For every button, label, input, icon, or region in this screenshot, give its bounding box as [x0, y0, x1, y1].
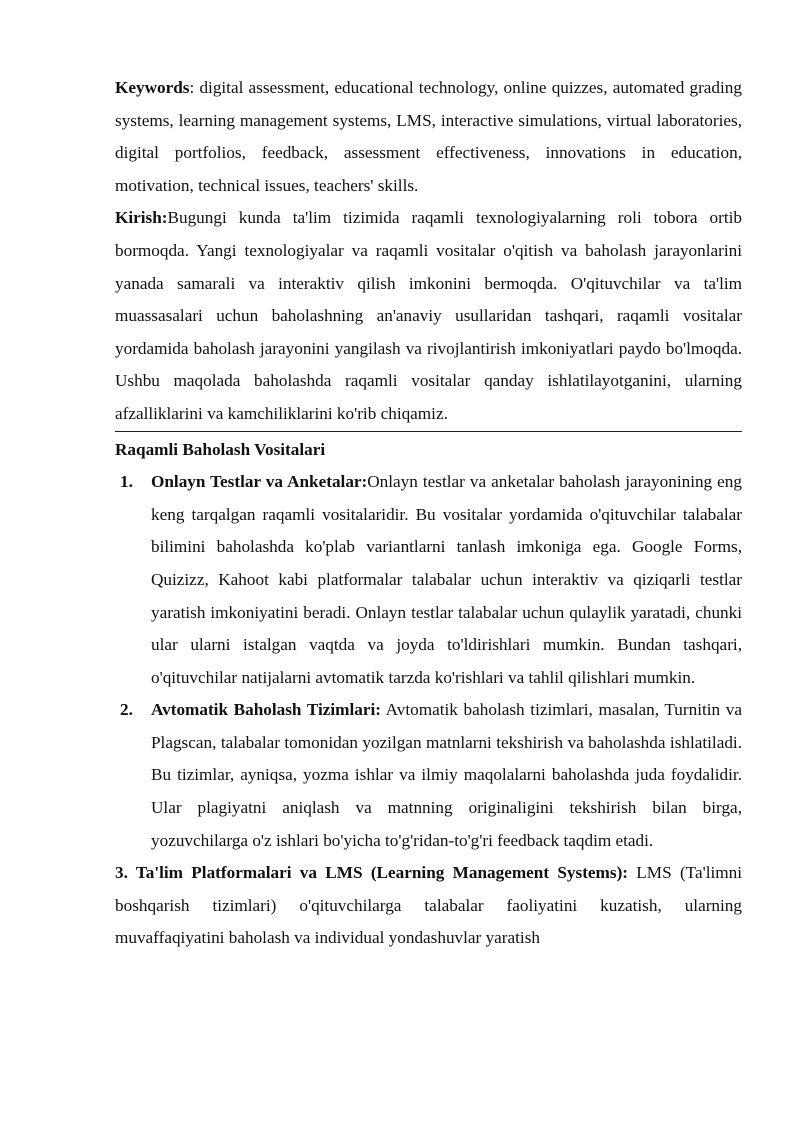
list-number-2: 2. — [120, 700, 133, 720]
list-item-2-title: Avtomatik Baholash Tizimlari: — [151, 700, 381, 720]
list-item-3-text: LMS (Ta'limni boshqarish tizimlari) o'qituvchilarga talabalar faoliyatini kuzatish, ularning muvaffaqiyatini baholash va individual yondashuvlar yaratish — [115, 863, 742, 948]
document-body — [115, 72, 742, 955]
keywords-paragraph — [115, 72, 742, 202]
keywords-label: Keywords — [115, 78, 190, 97]
section-heading: Raqamli Baholash Vositalari — [115, 439, 326, 459]
list-item-3 — [115, 857, 742, 955]
list-item-1 — [120, 466, 742, 694]
list-item-1-text: Onlayn testlar va anketalar baholash jarayonining eng keng tarqalgan raqamli vositalaridir. Bu vositalar yordamida o'qituvchilar talabalar bilimini baholashda ko'plab variantlarni tanlash imkoniga ega. Google Forms, Quizizz, Kahoot kabi platformalar talabalar uchun interaktiv va qiziqarli testlar yaratish imkoniyatini beradi. Onlayn testlar talabalar uchun qulaylik yaratadi, chunki ular ularni istalgan vaqtda va joyda to'ldirishlari mumkin. Bundan tashqari, o'qituvchilar natijalarni avtomatik tarzda ko'rishlari va tahlil qilishlari mumkin. — [151, 472, 742, 687]
list-item-2 — [120, 694, 742, 857]
list-item-2-text: Avtomatik baholash tizimlari, masalan, Turnitin va Plagscan, talabalar tomonidan yozilgan matnlarni tekshirish va baholashda ishlatiladi. Bu tizimlar, ayniqsa, yozma ishlar va ilmiy maqolalarni baholashda juda foydalidir. Ular plagiyatni aniqlash va matnning originaligini tekshirish bilan birga, yozuvchilarga o'z ishlari bo'yicha to'g'ridan-to'g'ri feedback taqdim etadi. — [151, 700, 742, 850]
divider — [115, 431, 742, 432]
list-number-1: 1. — [120, 472, 133, 492]
list-item-1-title: Onlayn Testlar va Anketalar: — [151, 472, 368, 492]
intro-paragraph — [115, 202, 742, 430]
intro-label: Kirish: — [115, 208, 168, 228]
keywords-text: : digital assessment, educational technology, online quizzes, automated grading systems, learning management systems, LMS, interactive simulations, virtual laboratories, digital portfolios, feedback, assessment effectiveness, innovations in education, motivation, technical issues, teachers' skills. — [115, 78, 742, 195]
list-item-3-title: 3. Ta'lim Platformalari va LMS (Learning Management Systems): — [115, 863, 629, 883]
intro-text: Bugungi kunda ta'lim tizimida raqamli texnologiyalarning roli tobora ortib bormoqda. Yangi texnologiyalar va raqamli vositalar o'qitish va baholash jarayonlarini yanada samarali va interaktiv qilish imkonini bermoqda. O'qituvchilar va ta'lim muassasalari uchun baholashning an'anaviy usullaridan tashqari, raqamli vositalar yordamida baholash jarayonini yangilash va rivojlantirish imkoniyatlari paydo bo'lmoqda. Ushbu maqolada baholashda raqamli vositalar qanday ishlatilayotganini, ularning afzalliklarini va kamchiliklarini ko'rib chiqamiz. — [115, 208, 742, 423]
